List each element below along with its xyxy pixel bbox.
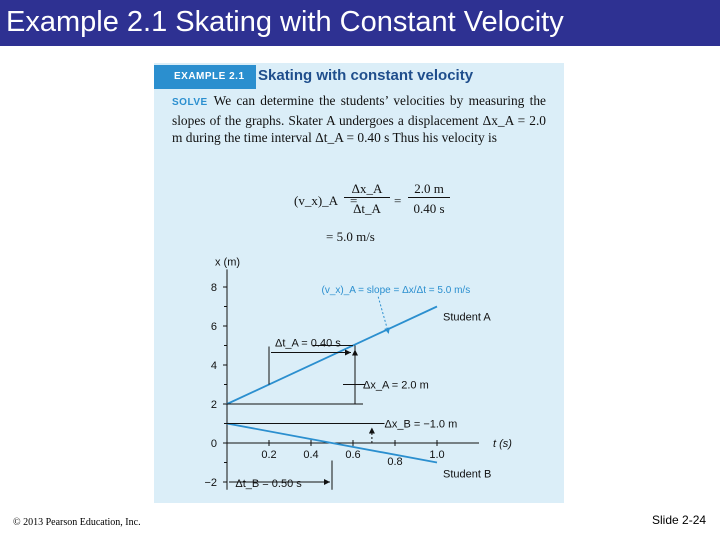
slope-label: (v_x)_A = slope = Δx/Δt = 5.0 m/s: [321, 285, 471, 296]
eq-result: = 5.0 m/s: [326, 229, 375, 244]
slide-title: Example 2.1 Skating with Constant Velocity: [6, 6, 564, 38]
solve-text: We can determine the students’ velocities by measuring the slopes of the graphs. Skater A undergoes a displacement Δx_A = 2.0 m during the time interval Δt_A = 0.40 s Thus his velocity is: [172, 93, 546, 146]
y-tick-label: −2: [204, 477, 217, 489]
dt-b-label: Δt_B = 0.50 s: [235, 478, 302, 490]
x-tick-label: 0.2: [261, 449, 277, 461]
y-tick-label: 8: [210, 282, 217, 294]
slope-pointer: [378, 297, 389, 334]
solve-label: SOLVE: [172, 97, 208, 108]
eq-lhs: (v_x)_A: [294, 193, 339, 208]
position-time-chart: [154, 63, 564, 503]
example-panel: EXAMPLE 2.1 Skating with constant velocity SOLVE We can determine the students’ velocities by measuring the slopes of the graphs. Skater A undergoes a displacement Δx_A = 2.0 m during the time interval Δt_A = 0.40 s Thus his velocity is (v_x)_A = Δx_A Δt_A = 2.0 m 0.40 s = 5.0 m/s x (m) t (s) 8 6 4 2 0 −2 0.2 0.4 0.6 0.8 1.0 Student A Student B Δt_A = 0.40 s Δx_A = 2.0 m (v_x)_A = slope = Δx/Δt = 5.0 m/s Δx_B = −1.0 m Δt_B = 0.50 s: [154, 63, 564, 503]
series-label-student-b: Student B: [443, 468, 492, 481]
eq-fraction-numerator: Δx_A: [344, 181, 390, 198]
x-axis-label: t (s): [493, 438, 512, 450]
dx-a-label: Δx_A = 2.0 m: [363, 379, 429, 392]
series-label-student-a: Student A: [443, 311, 491, 324]
y-tick-label: 6: [210, 321, 217, 333]
x-tick-label: 0.4: [303, 449, 319, 461]
eq-fraction-denominator: Δt_A: [353, 201, 381, 216]
x-tick-label: 0.6: [345, 449, 361, 461]
y-tick-label: 2: [210, 399, 217, 411]
example-tag: EXAMPLE 2.1: [154, 65, 256, 89]
title-bar: [0, 0, 720, 46]
copyright: © 2013 Pearson Education, Inc.: [13, 517, 141, 528]
x-tick-label: 1.0: [429, 449, 445, 461]
y-tick-label: 0: [210, 438, 217, 450]
dx-b-label: Δx_B = −1.0 m: [384, 418, 458, 431]
eq-value-denominator: 0.40 s: [413, 201, 445, 216]
eq-value-numerator: 2.0 m: [408, 181, 450, 198]
dt-a-label: Δt_A = 0.40 s: [275, 337, 341, 350]
x-tick-label: 0.8: [387, 456, 403, 468]
y-tick-label: 4: [210, 360, 217, 372]
example-heading: Skating with constant velocity: [258, 67, 474, 84]
y-axis-label: x (m): [215, 256, 241, 269]
slide-number: Slide 2-24: [652, 513, 707, 527]
